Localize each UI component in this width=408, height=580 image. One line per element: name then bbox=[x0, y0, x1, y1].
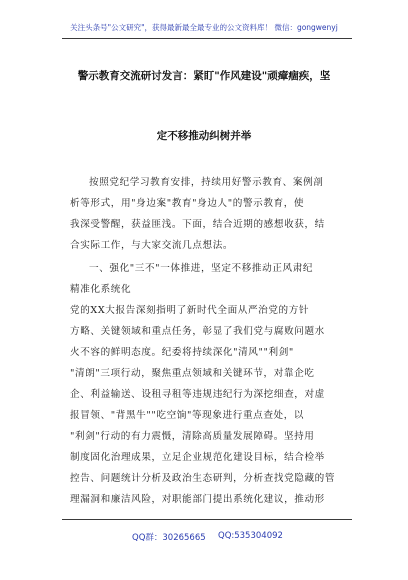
text-line: 理漏洞和廉洁风险，对职能部门提出系统化建议，推动形 bbox=[70, 494, 325, 505]
section-heading bbox=[70, 258, 360, 300]
text-line: 报冒领、"背黑牛""吃空饷"等现象进行重点查处，以 bbox=[70, 410, 305, 421]
text-line: 党的XX大报告深刻指明了新时代全面从严治党的方针 bbox=[70, 305, 310, 316]
text-line: 合实际工作，与大家交流几点想法。 bbox=[70, 240, 234, 251]
text-line: 方略、关键领域和重点任务，彰显了我们党与腐败问题水 bbox=[70, 326, 325, 337]
text-line: 析等形式，用"身边案"教育"身边人"的警示教育，使 bbox=[70, 198, 305, 209]
text-line: 按照党纪学习教育安排，持续用好警示教育、案例剖 bbox=[89, 177, 324, 188]
text-line: 一、强化"三不"一体推进，坚定不移推动正风肃纪 bbox=[89, 263, 314, 274]
footer-divider bbox=[62, 519, 352, 520]
text-line: 企、利益输送、设租寻租等违规违纪行为深挖细查，对虚 bbox=[70, 389, 325, 400]
text-line: 制度固化治理成果，立足企业规范化建设目标，结合检举 bbox=[70, 452, 325, 463]
text-line: "利剑"行动的有力震慑，清除高质量发展障碍。坚持用 bbox=[70, 431, 315, 442]
header-note: 关注头条号"公文研究"，获得最新最全最专业的公文资料库！ 微信：gongwenyj bbox=[70, 23, 338, 32]
paragraph-body bbox=[70, 300, 360, 510]
text-line: 精准化系统化 bbox=[70, 284, 132, 295]
text-line: 我深受警醒，获益匪浅。下面，结合近期的感想收获，结 bbox=[70, 219, 325, 230]
document-title-line-2: 定不移推动纠树并举 bbox=[156, 130, 252, 142]
text-line: "清朗"三项行动，聚焦重点领域和关键环节，对靠企吃 bbox=[70, 368, 315, 379]
paragraph-intro bbox=[70, 172, 360, 256]
document-title-line-1: 警示教育交流研讨发言：紧盯"作风建设"顽瘴痼疾，坚 bbox=[77, 70, 331, 82]
footer-qq-contact: QQ:535304092 bbox=[218, 531, 283, 541]
header-divider bbox=[62, 38, 352, 39]
text-line: 火不容的鲜明态度。纪委将持续深化"清风""利剑" bbox=[70, 347, 294, 358]
text-line: 控告、问题统计分析及政治生态研判，分析查找党隐藏的管 bbox=[70, 473, 336, 484]
footer-qq-group: QQ群：30265665 bbox=[132, 533, 206, 543]
